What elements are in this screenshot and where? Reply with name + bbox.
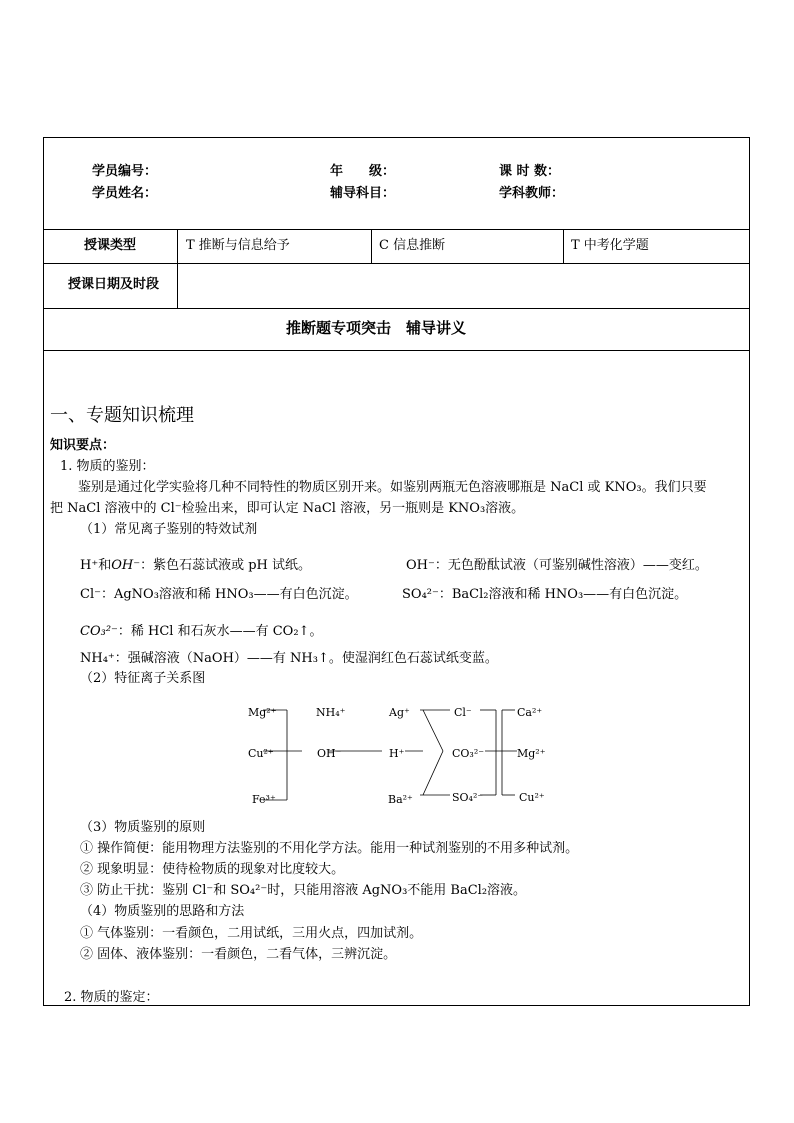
row-divider [44, 308, 749, 309]
sub4-title: （4）物质鉴别的思路和方法 [80, 904, 245, 919]
method-1: ① 气体鉴别：一看颜色，二用试纸，三用火点，四加试剂。 [80, 926, 423, 941]
diag-so4: SO₄²⁻ [452, 791, 484, 804]
diag-oh: OH⁻ [317, 747, 342, 760]
diag-nh4: NH₄⁺ [316, 706, 346, 719]
student-no-label: 学员编号： [92, 164, 158, 179]
col-divider [371, 229, 372, 263]
col-divider [563, 229, 564, 263]
para1-line1: 鉴别是通过化学实验将几种不同特性的物质区别开来。如鉴别两瓶无色溶液哪瓶是 NaCl 或 KNO₃。我们只要 [78, 480, 707, 495]
ion-nh4: NH₄⁺：强碱溶液（NaOH）——有 NH₃↑。使湿润红色石蕊试纸变蓝。 [80, 651, 498, 666]
ion-co3-rest: ：稀 HCl 和石灰水——有 CO₂↑。 [117, 624, 323, 639]
ion-h-oh [80, 558, 311, 574]
course-t1: T 推断与信息给予 [186, 238, 290, 253]
ion-h-prefix: H⁺和 [80, 558, 112, 573]
diag-ca: Ca²⁺ [517, 706, 543, 719]
sub1-title: （1）常见离子鉴别的特效试剂 [80, 522, 258, 537]
sub3-title: （3）物质鉴别的原则 [80, 820, 206, 835]
diag-cu: Cu²⁺ [248, 747, 274, 760]
lecture-title: 推断题专项突击 辅导讲义 [286, 319, 467, 337]
key-points-label: 知识要点： [50, 438, 116, 453]
row-divider [44, 263, 749, 264]
row-divider [44, 350, 749, 351]
subject-label: 辅导科目： [330, 186, 396, 201]
diag-mg2: Mg²⁺ [517, 747, 546, 760]
item2-title: 2. 物质的鉴定： [64, 990, 159, 1005]
col-divider [177, 229, 178, 308]
sub2-title: （2）特征离子关系图 [80, 671, 206, 686]
course-c: C 信息推断 [379, 238, 446, 253]
diag-mg: Mg²⁺ [248, 706, 277, 719]
course-t2: T 中考化学题 [571, 238, 649, 253]
diag-h: H⁺ [389, 747, 405, 760]
ion-oh: OH⁻：无色酚酞试液（可鉴别碱性溶液）——变红。 [406, 558, 708, 573]
section-heading: 一、专题知识梳理 [50, 405, 194, 426]
diag-cu2: Cu²⁺ [519, 791, 545, 804]
method-2: ② 固体、液体鉴别：一看颜色，二看气体，三辨沉淀。 [80, 947, 397, 962]
diag-cl: Cl⁻ [454, 706, 472, 719]
principle-2: ② 现象明显：使待检物质的现象对比度较大。 [80, 862, 345, 877]
ion-so4: SO₄²⁻：BaCl₂溶液和稀 HNO₃——有白色沉淀。 [402, 587, 688, 602]
co3-symbol: CO₃²⁻ [80, 624, 118, 639]
principle-1: ① 操作简便：能用物理方法鉴别的不用化学方法。能用一种试剂鉴别的不用多种试剂。 [80, 841, 579, 856]
principle-3: ③ 防止干扰：鉴别 Cl⁻和 SO₄²⁻时，只能用溶液 AgNO₃不能用 BaCl₂溶液。 [80, 883, 527, 898]
teacher-label: 学科教师： [499, 186, 565, 201]
student-name-label: 学员姓名： [92, 186, 158, 201]
ion-h-rest: ：紫色石蕊试液或 pH 试纸。 [140, 558, 311, 573]
diag-ag: Ag⁺ [389, 706, 410, 719]
date-label: 授课日期及时段 [68, 277, 160, 292]
hours-label: 课 时 数： [499, 164, 561, 179]
ion-cl: Cl⁻：AgNO₃溶液和稀 HNO₃——有白色沉淀。 [80, 587, 358, 602]
row-divider [44, 229, 749, 230]
ion-co3 [80, 624, 322, 640]
course-type-label: 授课类型 [84, 238, 137, 253]
diag-fe: Fe³⁺ [252, 793, 276, 806]
para1-line2: 把 NaCl 溶液中的 Cl⁻检验出来，即可认定 NaCl 溶液，另一瓶则是 KNO₃溶液。 [50, 501, 525, 516]
item1-title: 1. 物质的鉴别： [60, 459, 155, 474]
diag-ba: Ba²⁺ [388, 793, 413, 806]
diag-co3: CO₃²⁻ [452, 747, 485, 760]
oh-symbol: OH⁻ [111, 558, 141, 573]
grade-label: 年 级： [330, 164, 396, 179]
